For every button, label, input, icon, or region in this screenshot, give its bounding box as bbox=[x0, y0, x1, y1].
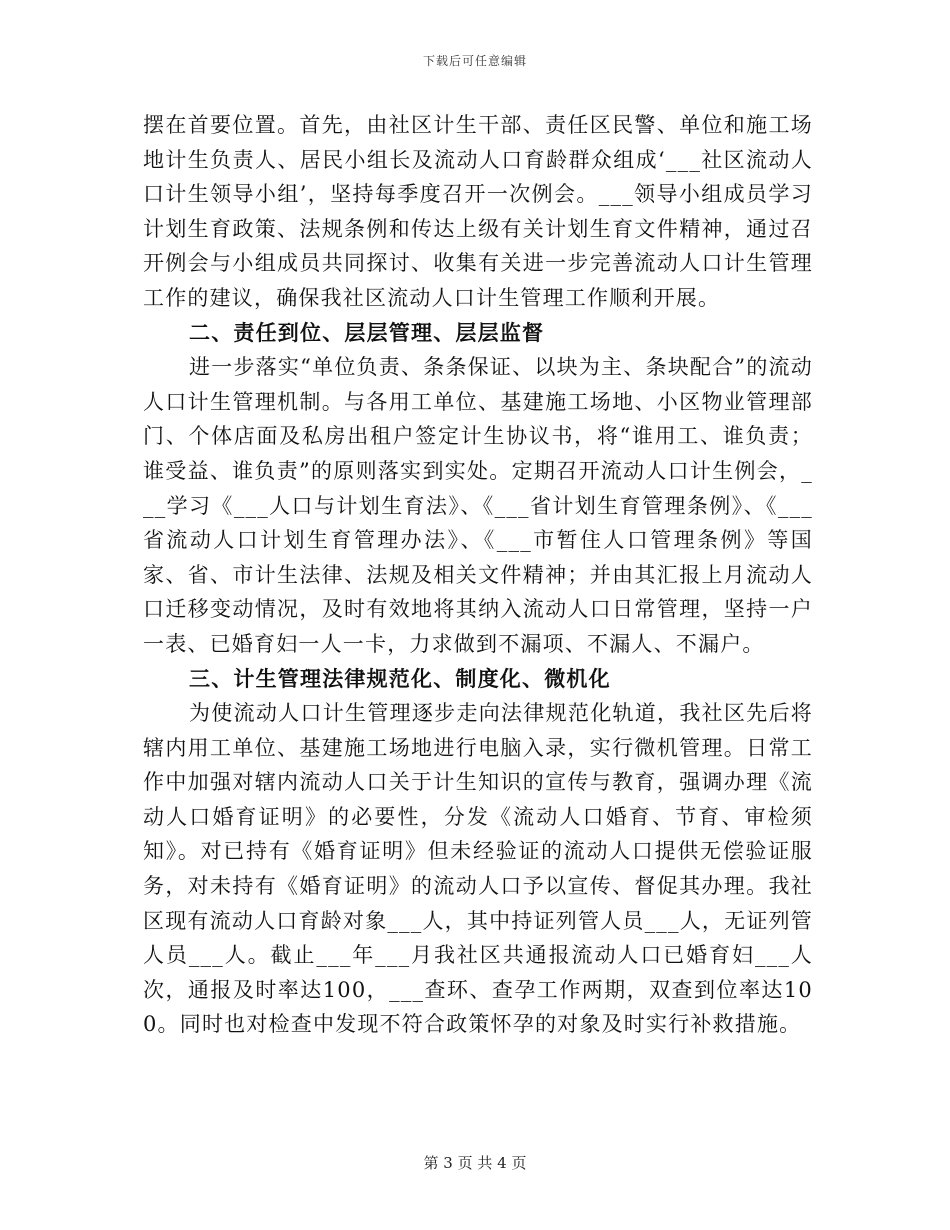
page-header: 下载后可任意编辑 bbox=[422, 54, 527, 68]
section-heading-2: 二、责任到位、层层管理、层层监督 bbox=[189, 319, 545, 345]
page-footer: 第 3 页 共 4 页 bbox=[423, 1154, 527, 1172]
paragraph-3: 为使流动人口计生管理逐步走向法律规范化轨道，我社区先后将辖内用工单位、基建施工场地进行电脑入录，实行微机管理。日常工作中加强对辖内流动人口关于计生知识的宣传与教育，强调办理《流动人口婚育证明》的必要性，分发《流动人口婚育、节育、审检须知》。对已持有《婚育证明》但未经验证的流动人口提供无偿验证服务，对未持有《婚育证明》的流动人口予以宣传、督促其办理。我社区现有流动人口育龄对象___人，其中持证列管人员___人，无证列管人员___人。截止___年___月我社区共通报流动人口已婚育妇___人次，通报及时率达100，___查环、查孕工作两期，双查到位率达100。同时也对检查中发现不符合政策怀孕的对象及时实行补救措施。 bbox=[143, 701, 813, 1037]
paragraph-2: 进一步落实“单位负责、条条保证、以块为主、条块配合”的流动人口计生管理机制。与各用工单位、基建施工场地、小区物业管理部门、个体店面及私房出租户签定计生协议书，将“谁用工、谁负责；谁受益、谁负责”的原则落实到实处。定期召开流动人口计生例会，___学习《___人口与计划生育法》、《___省计划生育管理条例》、《___省流动人口计划生育管理办法》、《___市暂住人口管理条例》等国家、省、市计生法律、法规及相关文件精神；并由其汇报上月流动人口迁移变动情况，及时有效地将其纳入流动人口日常管理，坚持一户一表、已婚育妇一人一卡，力求做到不漏项、不漏人、不漏户。 bbox=[143, 355, 813, 656]
section-heading-3: 三、计生管理法律规范化、制度化、微机化 bbox=[189, 665, 611, 691]
document-body bbox=[143, 108, 813, 1042]
paragraph-1: 摆在首要位置。首先，由社区计生干部、责任区民警、单位和施工场地计生负责人、居民小组长及流动人口育龄群众组成‘___社区流动人口计生领导小组’，坚持每季度召开一次例会。___领导小组成员学习计划生育政策、法规条例和传达上级有关计划生育文件精神，通过召开例会与小组成员共同探讨、收集有关进一步完善流动人口计生管理工作的建议，确保我社区流动人口计生管理工作顺利开展。 bbox=[143, 113, 813, 310]
